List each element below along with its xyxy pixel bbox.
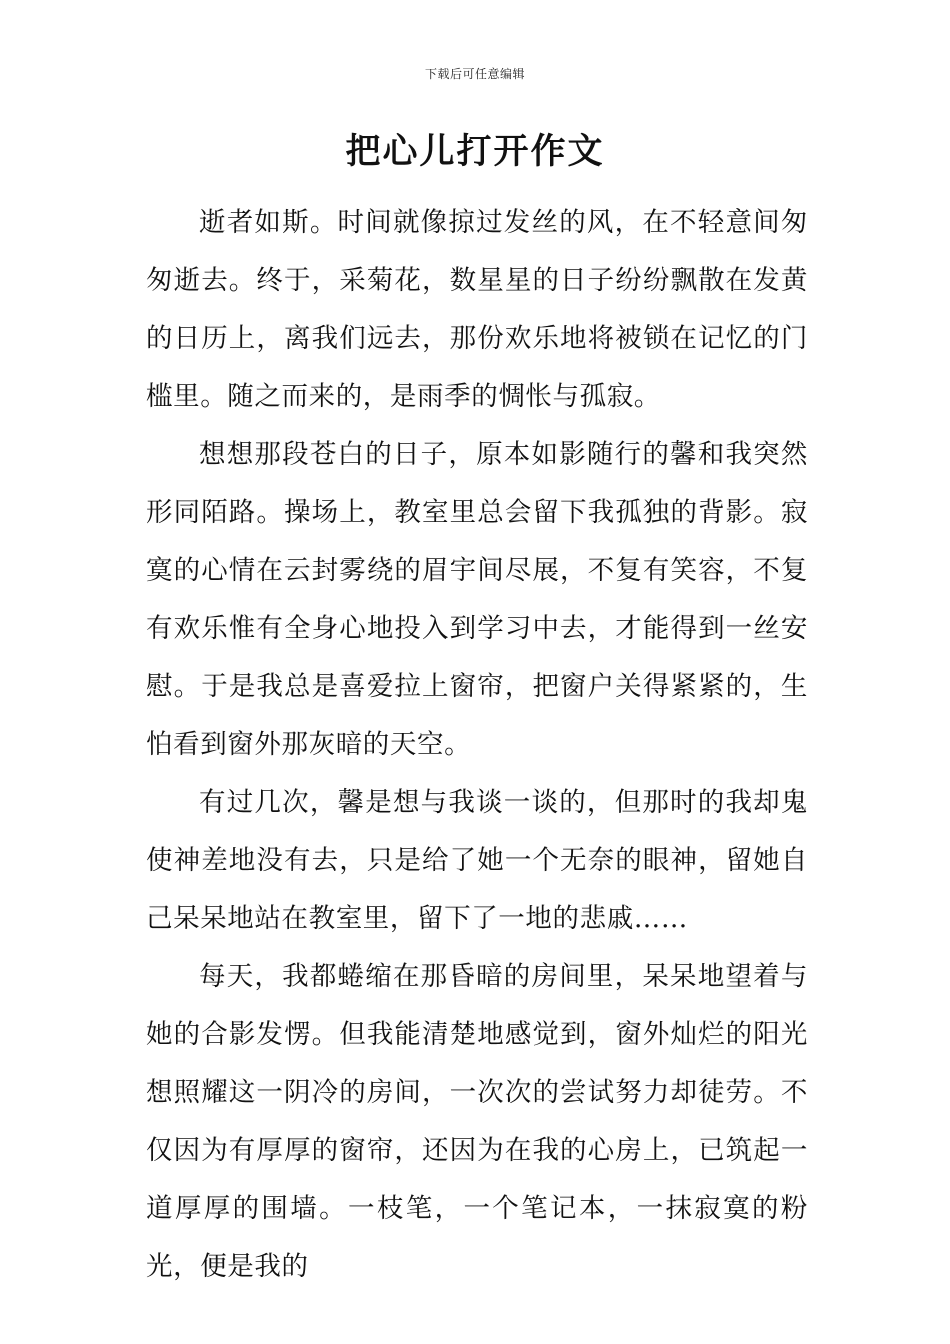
paragraph: 想想那段苍白的日子，原本如影随行的馨和我突然形同陌路。操场上，教室里总会留下我孤独的背影。寂寞的心情在云封雾绕的眉宇间尽展，不复有笑容，不复有欢乐惟有全身心地投入到学习中去，才能得到一丝安慰。于是我总是喜爱拉上窗帘，把窗户关得紧紧的，生怕看到窗外那灰暗的天空。 [146, 439, 808, 760]
document-body [146, 194, 808, 1296]
paragraph: 有过几次，馨是想与我谈一谈的，但那时的我却鬼使神差地没有去，只是给了她一个无奈的眼神，留她自己呆呆地站在教室里，留下了一地的悲戚…… [146, 787, 808, 934]
paragraph: 逝者如斯。时间就像掠过发丝的风，在不轻意间匆匆逝去。终于，采菊花，数星星的日子纷纷飘散在发黄的日历上，离我们远去，那份欢乐地将被锁在记忆的门槛里。随之而来的，是雨季的惆怅与孤寂。 [146, 207, 808, 412]
header-note: 下载后可任意编辑 [424, 67, 525, 81]
document-title: 把心儿打开作文 [345, 131, 605, 172]
paragraph: 每天，我都蜷缩在那昏暗的房间里，呆呆地望着与她的合影发愣。但我能清楚地感觉到，窗外灿烂的阳光想照耀这一阴冷的房间，一次次的尝试努力却徒劳。不仅因为有厚厚的窗帘，还因为在我的心房上，已筑起一道厚厚的围墙。一枝笔，一个笔记本，一抹寂寞的粉光，便是我的 [146, 961, 808, 1282]
